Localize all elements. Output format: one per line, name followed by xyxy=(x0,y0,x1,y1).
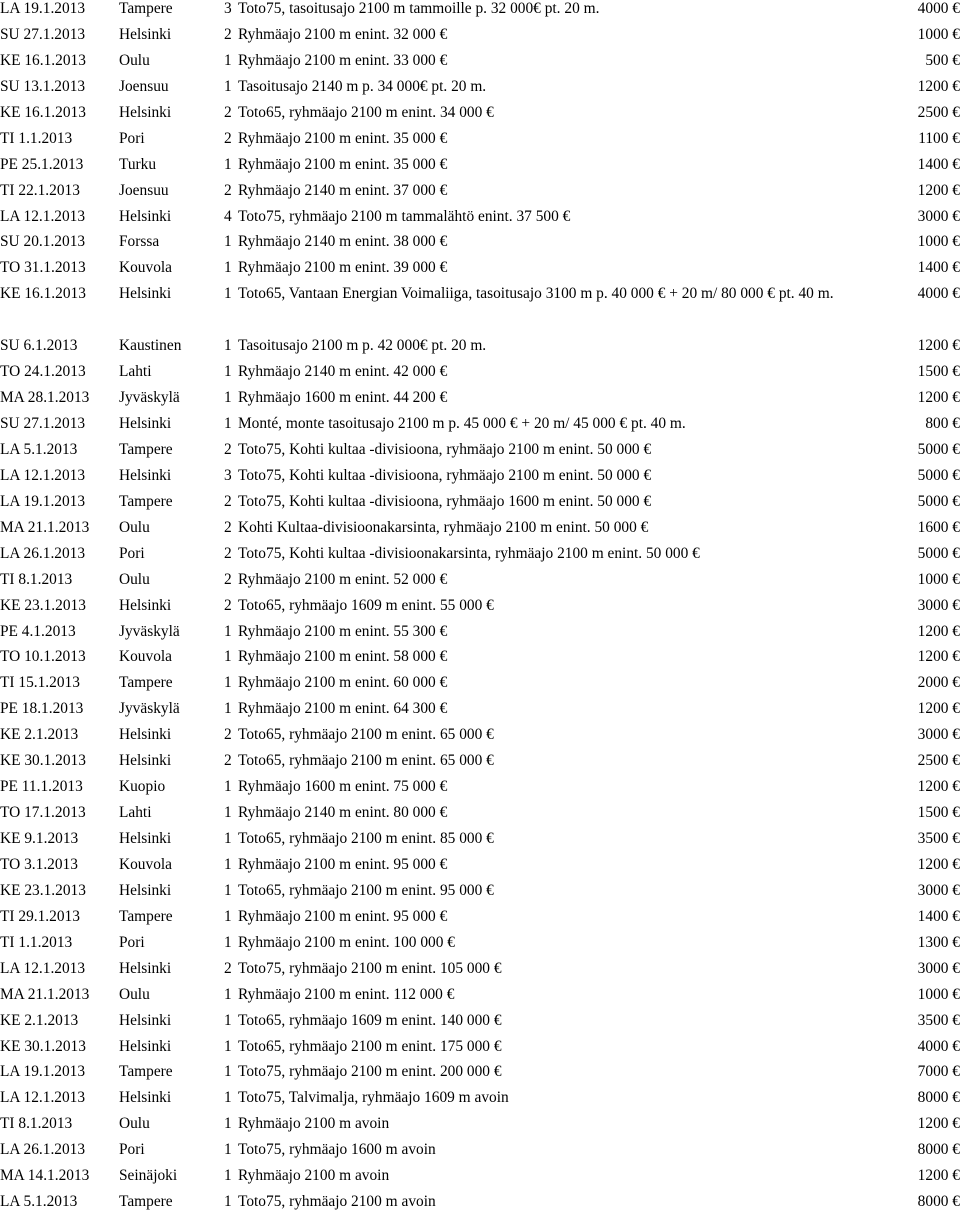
table-row xyxy=(0,778,960,804)
table-row xyxy=(0,882,960,908)
race-number: 1 xyxy=(224,155,232,173)
first-prize: 3000 € xyxy=(917,881,960,899)
table-row xyxy=(0,908,960,934)
race-number: 1 xyxy=(224,1037,232,1055)
race-location: Helsinki xyxy=(119,207,172,225)
race-description: Ryhmäajo 2140 m enint. 38 000 € xyxy=(238,233,448,251)
table-row xyxy=(0,441,960,467)
race-description: Toto75, ryhmäajo 2100 m enint. 105 000 € xyxy=(238,959,502,977)
table-row xyxy=(0,1063,960,1089)
race-description: Toto75, ryhmäajo 2100 m avoin xyxy=(238,1193,436,1211)
race-description: Ryhmäajo 2100 m enint. 35 000 € xyxy=(238,155,448,173)
race-number: 1 xyxy=(224,1193,232,1211)
race-number: 2 xyxy=(224,440,232,458)
table-row xyxy=(0,752,960,778)
first-prize: 5000 € xyxy=(917,466,960,484)
first-prize: 1100 € xyxy=(918,129,960,147)
table-row xyxy=(0,1193,960,1219)
table-row xyxy=(0,1038,960,1064)
race-date: KE 23.1.2013 xyxy=(0,596,86,614)
race-location: Pori xyxy=(119,1141,145,1159)
race-date: PE 4.1.2013 xyxy=(0,622,76,640)
race-description: Ryhmäajo 2100 m enint. 112 000 € xyxy=(238,985,455,1003)
race-description: Toto65, ryhmäajo 2100 m enint. 65 000 € xyxy=(238,752,494,770)
race-description: Tasoitusajo 2100 m p. 42 000€ pt. 20 m. xyxy=(238,337,487,355)
race-date: SU 20.1.2013 xyxy=(0,233,86,251)
first-prize: 1400 € xyxy=(917,259,960,277)
race-date: LA 12.1.2013 xyxy=(0,1089,86,1107)
first-prize: 1200 € xyxy=(917,622,960,640)
race-location: Helsinki xyxy=(119,1037,172,1055)
race-description: Toto65, ryhmäajo 2100 m enint. 85 000 € xyxy=(238,830,494,848)
first-prize: 7000 € xyxy=(917,1063,960,1081)
race-number: 2 xyxy=(224,544,232,562)
race-location: Helsinki xyxy=(119,752,172,770)
race-number: 3 xyxy=(224,0,232,17)
race-description: Toto75, Talvimalja, ryhmäajo 1609 m avoin xyxy=(238,1089,509,1107)
race-location: Tampere xyxy=(119,907,173,925)
race-number: 2 xyxy=(224,103,232,121)
race-date: TO 24.1.2013 xyxy=(0,363,86,381)
table-row xyxy=(0,700,960,726)
race-number: 1 xyxy=(224,1089,232,1107)
race-date: KE 30.1.2013 xyxy=(0,1037,86,1055)
race-description: Toto75, tasoitusajo 2100 m tammoille p. 32 000€ pt. 20 m. xyxy=(238,0,600,17)
race-date: SU 6.1.2013 xyxy=(0,337,78,355)
race-description: Toto75, ryhmäajo 1600 m avoin xyxy=(238,1141,436,1159)
race-number: 1 xyxy=(224,389,232,407)
race-date: LA 26.1.2013 xyxy=(0,1141,86,1159)
race-location: Helsinki xyxy=(119,1011,172,1029)
race-date: LA 19.1.2013 xyxy=(0,1063,86,1081)
race-date: KE 30.1.2013 xyxy=(0,752,86,770)
race-number: 1 xyxy=(224,855,232,873)
first-prize: 3500 € xyxy=(917,830,960,848)
first-prize: 4000 € xyxy=(917,285,960,303)
race-description: Ryhmäajo 2100 m enint. 55 300 € xyxy=(238,622,448,640)
first-prize: 1000 € xyxy=(917,25,960,43)
race-description: Toto65, ryhmäajo 2100 m enint. 34 000 € xyxy=(238,103,494,121)
first-prize: 3000 € xyxy=(917,207,960,225)
table-row xyxy=(0,1115,960,1141)
race-location: Kouvola xyxy=(119,259,173,277)
race-location: Oulu xyxy=(119,51,150,69)
race-date: LA 12.1.2013 xyxy=(0,466,86,484)
race-description: Ryhmäajo 2100 m enint. 95 000 € xyxy=(238,855,448,873)
table-row xyxy=(0,519,960,545)
race-date: PE 11.1.2013 xyxy=(0,778,83,796)
table-row xyxy=(0,285,960,337)
race-number: 2 xyxy=(224,492,232,510)
race-location: Kaustinen xyxy=(119,337,182,355)
race-location: Oulu xyxy=(119,985,150,1003)
table-row xyxy=(0,960,960,986)
table-row xyxy=(0,830,960,856)
race-description: Ryhmäajo 2100 m enint. 32 000 € xyxy=(238,25,448,43)
first-prize: 1500 € xyxy=(917,804,960,822)
table-row xyxy=(0,726,960,752)
race-date: KE 2.1.2013 xyxy=(0,1011,79,1029)
race-date: LA 26.1.2013 xyxy=(0,544,86,562)
race-location: Kouvola xyxy=(119,648,173,666)
race-number: 2 xyxy=(224,129,232,147)
race-date: LA 5.1.2013 xyxy=(0,440,78,458)
race-location: Tampere xyxy=(119,1193,173,1211)
table-row xyxy=(0,856,960,882)
table-row xyxy=(0,467,960,493)
race-date: TO 3.1.2013 xyxy=(0,855,78,873)
race-description: Ryhmäajo 2100 m enint. 95 000 € xyxy=(238,907,448,925)
race-location: Helsinki xyxy=(119,1089,172,1107)
table-row xyxy=(0,233,960,259)
race-number: 1 xyxy=(224,778,232,796)
table-row xyxy=(0,493,960,519)
race-location: Joensuu xyxy=(119,181,169,199)
race-description: Toto75, Kohti kultaa -divisioona, ryhmäajo 2100 m enint. 50 000 € xyxy=(238,466,652,484)
race-number: 1 xyxy=(224,1063,232,1081)
race-date: LA 12.1.2013 xyxy=(0,207,86,225)
first-prize: 1200 € xyxy=(917,648,960,666)
table-row xyxy=(0,545,960,571)
first-prize: 1400 € xyxy=(917,155,960,173)
race-location: Helsinki xyxy=(119,103,172,121)
race-description: Toto65, ryhmäajo 2100 m enint. 175 000 € xyxy=(238,1037,502,1055)
table-row xyxy=(0,26,960,52)
table-row xyxy=(0,104,960,130)
race-date: MA 21.1.2013 xyxy=(0,518,90,536)
race-number: 2 xyxy=(224,959,232,977)
first-prize: 4000 € xyxy=(917,0,960,17)
race-location: Helsinki xyxy=(119,881,172,899)
race-description: Ryhmäajo 2100 m enint. 39 000 € xyxy=(238,259,448,277)
race-number: 2 xyxy=(224,596,232,614)
race-location: Pori xyxy=(119,544,145,562)
race-date: KE 2.1.2013 xyxy=(0,726,79,744)
table-row xyxy=(0,1089,960,1115)
race-date: TI 22.1.2013 xyxy=(0,181,80,199)
race-number: 2 xyxy=(224,181,232,199)
race-date: TO 17.1.2013 xyxy=(0,804,86,822)
race-location: Seinäjoki xyxy=(119,1167,178,1185)
first-prize: 500 € xyxy=(925,51,960,69)
race-number: 1 xyxy=(224,648,232,666)
race-date: SU 27.1.2013 xyxy=(0,25,86,43)
race-number: 1 xyxy=(224,363,232,381)
race-date: MA 28.1.2013 xyxy=(0,389,90,407)
table-row xyxy=(0,182,960,208)
race-description: Toto75, Kohti kultaa -divisioona, ryhmäajo 1600 m enint. 50 000 € xyxy=(238,492,652,510)
race-description: Toto65, ryhmäajo 1609 m enint. 55 000 € xyxy=(238,596,494,614)
race-date: TO 31.1.2013 xyxy=(0,259,86,277)
race-date: TI 8.1.2013 xyxy=(0,570,73,588)
first-prize: 3000 € xyxy=(917,959,960,977)
first-prize: 2500 € xyxy=(917,752,960,770)
first-prize: 5000 € xyxy=(917,544,960,562)
table-row xyxy=(0,1141,960,1167)
race-date: SU 27.1.2013 xyxy=(0,415,86,433)
race-location: Lahti xyxy=(119,804,152,822)
table-row xyxy=(0,130,960,156)
race-number: 3 xyxy=(224,466,232,484)
first-prize: 1200 € xyxy=(917,337,960,355)
race-number: 1 xyxy=(224,1167,232,1185)
table-row xyxy=(0,52,960,78)
race-location: Helsinki xyxy=(119,285,172,303)
table-row xyxy=(0,623,960,649)
race-number: 2 xyxy=(224,518,232,536)
race-description: Toto65, ryhmäajo 1609 m enint. 140 000 € xyxy=(238,1011,502,1029)
race-location: Helsinki xyxy=(119,25,172,43)
first-prize: 5000 € xyxy=(917,492,960,510)
race-description: Ryhmäajo 2140 m enint. 80 000 € xyxy=(238,804,448,822)
first-prize: 1200 € xyxy=(917,778,960,796)
race-location: Tampere xyxy=(119,674,173,692)
race-date: KE 16.1.2013 xyxy=(0,51,86,69)
race-description: Toto75, ryhmäajo 2100 m tammalähtö enint. 37 500 € xyxy=(238,207,571,225)
race-location: Jyväskylä xyxy=(119,389,180,407)
race-location: Forssa xyxy=(119,233,160,251)
race-date: KE 23.1.2013 xyxy=(0,881,86,899)
first-prize: 1300 € xyxy=(917,933,960,951)
first-prize: 1200 € xyxy=(917,181,960,199)
first-prize: 1200 € xyxy=(917,700,960,718)
race-number: 1 xyxy=(224,1115,232,1133)
race-number: 1 xyxy=(224,51,232,69)
race-location: Helsinki xyxy=(119,830,172,848)
table-row xyxy=(0,389,960,415)
first-prize: 1600 € xyxy=(917,518,960,536)
race-location: Kuopio xyxy=(119,778,166,796)
first-prize: 8000 € xyxy=(917,1193,960,1211)
race-number: 1 xyxy=(224,700,232,718)
first-prize: 1200 € xyxy=(917,855,960,873)
race-description: Toto75, Kohti kultaa -divisioonakarsinta, ryhmäajo 2100 m enint. 50 000 € xyxy=(238,544,700,562)
first-prize: 3000 € xyxy=(917,596,960,614)
first-prize: 2000 € xyxy=(917,674,960,692)
first-prize: 1000 € xyxy=(917,233,960,251)
race-date: TI 1.1.2013 xyxy=(0,933,73,951)
race-number: 1 xyxy=(224,985,232,1003)
race-date: MA 14.1.2013 xyxy=(0,1167,90,1185)
race-location: Turku xyxy=(119,155,157,173)
race-number: 1 xyxy=(224,1011,232,1029)
race-description: Toto65, Vantaan Energian Voimaliiga, tasoitusajo 3100 m p. 40 000 € + 20 m/ 80 000 € pt. 40 m. xyxy=(238,285,834,303)
race-description: Ryhmäajo 2100 m enint. 52 000 € xyxy=(238,570,448,588)
race-description: Ryhmäajo 1600 m enint. 44 200 € xyxy=(238,389,448,407)
race-location: Helsinki xyxy=(119,596,172,614)
table-row xyxy=(0,78,960,104)
race-location: Tampere xyxy=(119,492,173,510)
table-row xyxy=(0,597,960,623)
race-description: Toto75, ryhmäajo 2100 m enint. 200 000 € xyxy=(238,1063,502,1081)
race-location: Pori xyxy=(119,129,145,147)
table-row xyxy=(0,986,960,1012)
first-prize: 1000 € xyxy=(917,985,960,1003)
first-prize: 3500 € xyxy=(917,1011,960,1029)
race-date: LA 5.1.2013 xyxy=(0,1193,78,1211)
race-description: Ryhmäajo 2140 m enint. 37 000 € xyxy=(238,181,448,199)
race-location: Joensuu xyxy=(119,77,169,95)
first-prize: 1400 € xyxy=(917,907,960,925)
race-number: 4 xyxy=(224,207,232,225)
table-row xyxy=(0,208,960,234)
first-prize: 1200 € xyxy=(917,389,960,407)
race-location: Lahti xyxy=(119,363,152,381)
race-location: Oulu xyxy=(119,570,150,588)
race-description: Ryhmäajo 2100 m enint. 64 300 € xyxy=(238,700,448,718)
race-location: Oulu xyxy=(119,518,150,536)
race-date: KE 16.1.2013 xyxy=(0,285,86,303)
race-date: SU 13.1.2013 xyxy=(0,77,86,95)
table-row xyxy=(0,0,960,26)
race-description: Ryhmäajo 2100 m enint. 100 000 € xyxy=(238,933,455,951)
race-number: 1 xyxy=(224,285,232,303)
race-location: Pori xyxy=(119,933,145,951)
race-location: Helsinki xyxy=(119,415,172,433)
race-number: 1 xyxy=(224,337,232,355)
race-date: TI 29.1.2013 xyxy=(0,907,80,925)
race-date: TI 1.1.2013 xyxy=(0,129,73,147)
race-number: 1 xyxy=(224,415,232,433)
first-prize: 1200 € xyxy=(917,1115,960,1133)
race-description: Toto65, ryhmäajo 2100 m enint. 95 000 € xyxy=(238,881,494,899)
table-row xyxy=(0,674,960,700)
race-description: Ryhmäajo 1600 m enint. 75 000 € xyxy=(238,778,448,796)
race-date: MA 21.1.2013 xyxy=(0,985,90,1003)
first-prize: 4000 € xyxy=(917,1037,960,1055)
race-description: Monté, monte tasoitusajo 2100 m p. 45 000 € + 20 m/ 45 000 € pt. 40 m. xyxy=(238,415,686,433)
first-prize: 1500 € xyxy=(917,363,960,381)
race-number: 1 xyxy=(224,804,232,822)
race-description: Ryhmäajo 2140 m enint. 42 000 € xyxy=(238,363,448,381)
table-row xyxy=(0,337,960,363)
first-prize: 1200 € xyxy=(917,77,960,95)
race-date: LA 19.1.2013 xyxy=(0,492,86,510)
race-location: Tampere xyxy=(119,1063,173,1081)
race-location: Jyväskylä xyxy=(119,622,180,640)
first-prize: 800 € xyxy=(925,415,960,433)
race-location: Helsinki xyxy=(119,726,172,744)
first-prize: 8000 € xyxy=(917,1089,960,1107)
table-row xyxy=(0,571,960,597)
table-row xyxy=(0,363,960,389)
table-row xyxy=(0,259,960,285)
race-date: LA 12.1.2013 xyxy=(0,959,86,977)
race-date: PE 18.1.2013 xyxy=(0,700,84,718)
race-date: PE 25.1.2013 xyxy=(0,155,84,173)
race-number: 1 xyxy=(224,933,232,951)
table-row xyxy=(0,156,960,182)
first-prize: 1200 € xyxy=(917,1167,960,1185)
table-row xyxy=(0,1012,960,1038)
first-prize: 3000 € xyxy=(917,726,960,744)
first-prize: 2500 € xyxy=(917,103,960,121)
race-date: TI 15.1.2013 xyxy=(0,674,80,692)
race-date: TO 10.1.2013 xyxy=(0,648,86,666)
first-prize: 8000 € xyxy=(917,1141,960,1159)
race-description: Ryhmäajo 2100 m enint. 35 000 € xyxy=(238,129,448,147)
race-description: Tasoitusajo 2140 m p. 34 000€ pt. 20 m. xyxy=(238,77,487,95)
table-row xyxy=(0,415,960,441)
race-description: Toto75, Kohti kultaa -divisioona, ryhmäajo 2100 m enint. 50 000 € xyxy=(238,440,652,458)
race-description: Ryhmäajo 2100 m enint. 58 000 € xyxy=(238,648,448,666)
race-location: Helsinki xyxy=(119,466,172,484)
race-date: TI 8.1.2013 xyxy=(0,1115,73,1133)
race-number: 1 xyxy=(224,233,232,251)
race-date: KE 9.1.2013 xyxy=(0,830,79,848)
race-number: 1 xyxy=(224,907,232,925)
race-description: Ryhmäajo 2100 m avoin xyxy=(238,1115,390,1133)
race-description: Ryhmäajo 2100 m avoin xyxy=(238,1167,390,1185)
race-description: Kohti Kultaa-divisioonakarsinta, ryhmäajo 2100 m enint. 50 000 € xyxy=(238,518,649,536)
race-number: 2 xyxy=(224,752,232,770)
race-description: Ryhmäajo 2100 m enint. 33 000 € xyxy=(238,51,448,69)
race-number: 1 xyxy=(224,1141,232,1159)
table-row xyxy=(0,648,960,674)
race-location: Helsinki xyxy=(119,959,172,977)
race-description: Toto65, ryhmäajo 2100 m enint. 65 000 € xyxy=(238,726,494,744)
race-location: Kouvola xyxy=(119,855,173,873)
race-date: LA 19.1.2013 xyxy=(0,0,86,17)
race-number: 2 xyxy=(224,570,232,588)
race-number: 1 xyxy=(224,622,232,640)
table-row xyxy=(0,804,960,830)
race-description: Ryhmäajo 2100 m enint. 60 000 € xyxy=(238,674,448,692)
race-location: Jyväskylä xyxy=(119,700,180,718)
race-number: 2 xyxy=(224,726,232,744)
first-prize: 5000 € xyxy=(917,440,960,458)
race-number: 1 xyxy=(224,77,232,95)
table-row xyxy=(0,1167,960,1193)
race-date: KE 16.1.2013 xyxy=(0,103,86,121)
race-number: 2 xyxy=(224,25,232,43)
race-number: 1 xyxy=(224,674,232,692)
table-row xyxy=(0,934,960,960)
race-location: Tampere xyxy=(119,440,173,458)
race-number: 1 xyxy=(224,830,232,848)
race-location: Oulu xyxy=(119,1115,150,1133)
race-number: 1 xyxy=(224,259,232,277)
race-number: 1 xyxy=(224,881,232,899)
race-location: Tampere xyxy=(119,0,173,17)
first-prize: 1000 € xyxy=(917,570,960,588)
